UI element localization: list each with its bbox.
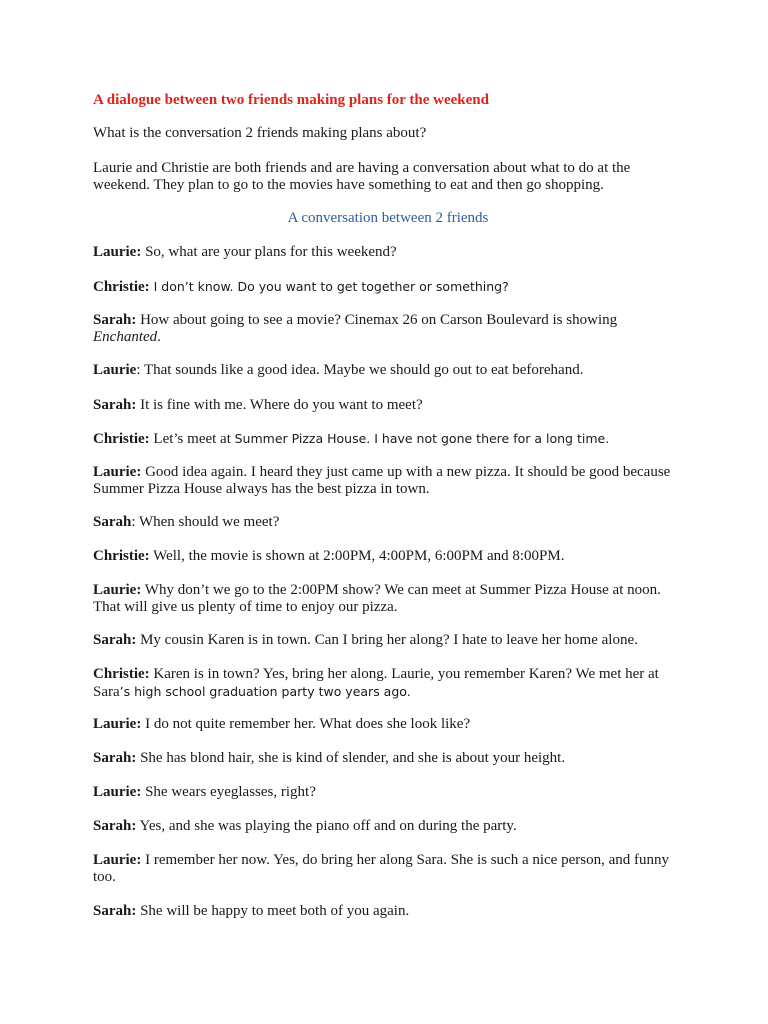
dialogue-line [93, 903, 683, 920]
line-text: She will be happy to meet both of you again. [136, 903, 410, 919]
dialogue-line [93, 784, 683, 801]
line-text: Yes, and she was playing the piano off and on during the party. [136, 818, 517, 834]
movie-title: Enchanted [93, 329, 158, 345]
speaker-name: Christie: [93, 279, 150, 295]
dialogue-line [93, 362, 683, 379]
line-text: I don’t know. Do you want to get together or something? [149, 279, 509, 294]
speaker-name: Laurie: [93, 464, 142, 480]
dialogue-line [93, 244, 683, 261]
speaker-name: Christie: [93, 548, 150, 564]
document-title: A dialogue between two friends making plans for the weekend [93, 92, 489, 108]
line-text: : That sounds like a good idea. Maybe we should go out to eat beforehand. [136, 362, 584, 378]
line-text: Karen is in town? Yes, bring her along. Laurie, you remember Karen? We met her at Sara [93, 666, 659, 700]
line-text: : When should we meet? [131, 514, 280, 530]
speaker-name: Christie: [93, 431, 150, 447]
speaker-name: Laurie: [93, 582, 142, 598]
speaker-name: Sarah: [93, 750, 137, 766]
dialogue-line [93, 312, 683, 346]
line-text: I remember her now. Yes, do bring her along Sara. She is such a nice person, and funny too. [93, 852, 669, 885]
line-text: She wears eyeglasses, right? [141, 784, 316, 800]
line-text: Let’s meet at [149, 431, 235, 447]
line-text: Why don’t we go to the 2:00PM show? We can meet at Summer Pizza House at noon. That will give us plenty of time to enjoy our pizza. [93, 582, 661, 615]
line-text: I do not quite remember her. What does she look like? [141, 716, 471, 732]
speaker-name: Sarah: [93, 818, 137, 834]
speaker-name: Sarah [93, 514, 132, 530]
dialogue-line [93, 278, 683, 296]
speaker-name: Sarah: [93, 903, 137, 919]
line-text: She has blond hair, she is kind of slender, and she is about your height. [136, 750, 566, 766]
speaker-name: Laurie [93, 362, 137, 378]
line-text: My cousin Karen is in town. Can I bring her along? I hate to leave her home alone. [136, 632, 638, 648]
intro-paragraph: Laurie and Christie are both friends and are having a conversation about what to do at the weekend. They plan to go to the movies have something to eat and then go shopping. [93, 160, 631, 193]
line-text: Well, the movie is shown at 2:00PM, 4:00PM, 6:00PM and 8:00PM. [149, 548, 565, 564]
conversation-subtitle: A conversation between 2 friends [287, 210, 489, 226]
dialogue-line [93, 666, 683, 701]
line-text: Good idea again. I heard they just came up with a new pizza. It should be good because Summer Pizza House always has the best pizza in town. [93, 464, 671, 497]
dialogue-line [93, 716, 683, 733]
speaker-name: Laurie: [93, 716, 142, 732]
speaker-name: Sarah: [93, 632, 137, 648]
speaker-name: Christie: [93, 666, 150, 682]
dialogue-line [93, 514, 683, 531]
dialogue-line [93, 397, 683, 414]
speaker-name: Laurie: [93, 244, 142, 260]
speaker-name: Laurie: [93, 852, 142, 868]
speaker-name: Sarah: [93, 397, 137, 413]
line-text-tail: . [157, 329, 161, 345]
line-text-alt: ’s high school graduation party two years ago. [119, 684, 411, 699]
dialogue-line [93, 548, 683, 565]
line-text-alt: Summer Pizza House. I have not gone there for a long time. [234, 431, 610, 446]
dialogue-line [93, 750, 683, 767]
speaker-name: Sarah: [93, 312, 137, 328]
line-text: It is fine with me. Where do you want to meet? [136, 397, 423, 413]
line-text: So, what are your plans for this weekend? [141, 244, 397, 260]
dialogue-line [93, 582, 683, 616]
dialogue-line [93, 818, 683, 835]
question-paragraph: What is the conversation 2 friends making plans about? [93, 125, 427, 141]
dialogue-line [93, 464, 683, 498]
dialogue-line [93, 632, 683, 649]
dialogue-line [93, 430, 683, 448]
line-text: How about going to see a movie? Cinemax 26 on Carson Boulevard is showing [136, 312, 618, 328]
dialogue-line [93, 852, 683, 886]
speaker-name: Laurie: [93, 784, 142, 800]
